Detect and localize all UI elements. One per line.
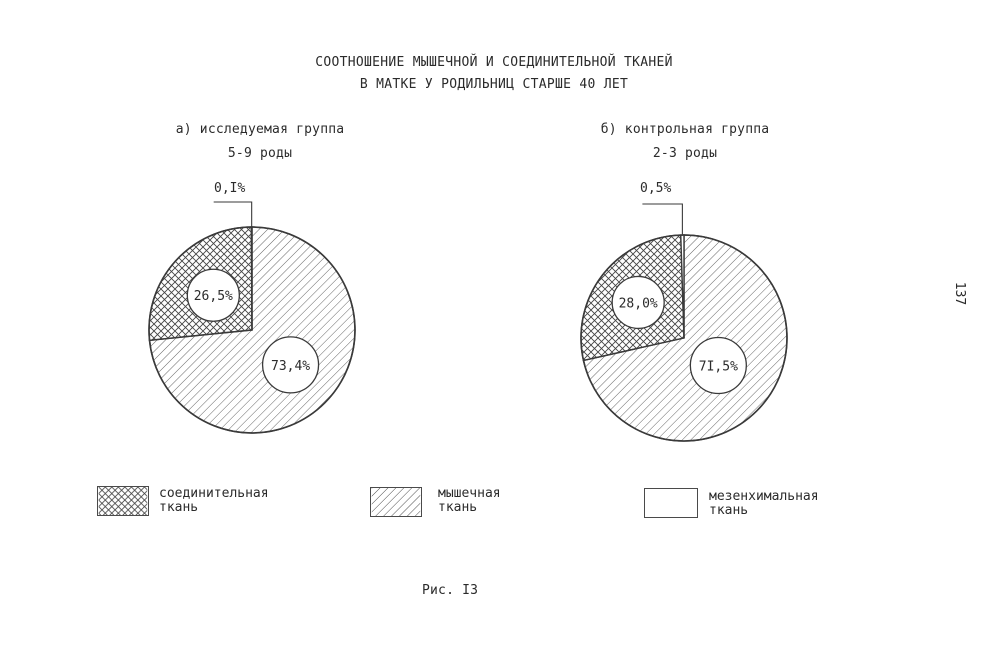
figure-title-line-2: В МАТКЕ У РОДИЛЬНИЦ СТАРШЕ 40 ЛЕТ	[359, 77, 629, 92]
legend-label-connective: соединительная ткань	[159, 486, 269, 515]
legend-label-mesenchymal: мезенхимальная ткань	[709, 489, 819, 518]
value-label: 7I,5%	[698, 359, 738, 375]
leader-line	[642, 204, 682, 235]
pie-a-subtitle: 5-9 роды	[227, 146, 293, 161]
figure-caption: Рис. I3	[422, 583, 479, 598]
value-label: 73,4%	[271, 358, 311, 374]
page-number: 137	[952, 281, 968, 306]
figure-title-line-1: СООТНОШЕНИЕ МЫШЕЧНОЙ И СОЕДИНИТЕЛЬНОЙ ТКАНЕЙ	[315, 55, 673, 70]
pie-chart-a	[140, 170, 380, 470]
legend-swatch-muscle	[370, 487, 422, 517]
pie-chart-b	[570, 170, 810, 470]
value-label: 26,5%	[193, 289, 233, 305]
legend-label-muscle: мышечная ткань	[438, 486, 501, 515]
pie-b-title: б) контрольная группа	[600, 122, 770, 137]
legend-swatch-mesenchymal	[644, 488, 698, 518]
leader-line	[214, 202, 252, 227]
legend-swatch-connective	[97, 486, 149, 516]
pie-a-title: а) исследуемая группа	[175, 122, 345, 137]
value-label: 28,0%	[618, 296, 658, 312]
pie-slice-empty	[251, 227, 252, 330]
pie-b-subtitle: 2-3 роды	[652, 146, 718, 161]
small-slice-label: 0,I%	[214, 181, 246, 196]
small-slice-label: 0,5%	[640, 181, 672, 196]
